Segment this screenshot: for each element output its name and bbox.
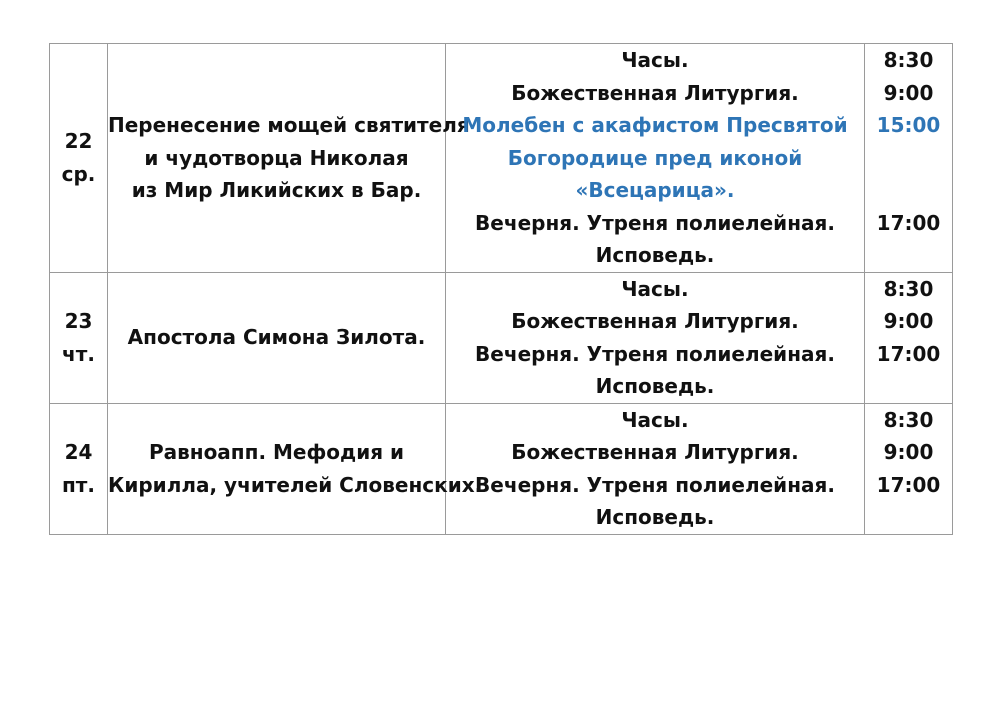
weekday-label: пт.	[61, 472, 95, 497]
times-cell	[865, 403, 953, 534]
day-number: 22	[64, 129, 93, 154]
schedule-row	[50, 403, 953, 534]
schedule-row	[50, 272, 953, 403]
service-line: Молебен с акафистом Пресвятой	[462, 113, 848, 137]
service-time: 8:30	[883, 276, 934, 301]
service-line: Исповедь.	[595, 243, 715, 267]
service-line: Исповедь.	[595, 374, 715, 398]
feast-cell	[108, 403, 483, 534]
feast-title-line: и чудотворца Николая	[144, 145, 409, 170]
services-cell	[446, 44, 865, 273]
service-time: 9:00	[883, 309, 934, 333]
service-time: 17:00	[876, 472, 941, 497]
service-time: 8:30	[883, 407, 934, 432]
day-number: 23	[64, 309, 93, 333]
feast-title-line: Перенесение мощей святителя	[108, 113, 470, 137]
service-line: Часы.	[621, 48, 689, 72]
feast-cell	[108, 44, 470, 273]
service-line: Богородице пред иконой	[507, 145, 803, 170]
service-line: Исповедь.	[595, 505, 715, 529]
service-time: 17:00	[876, 341, 941, 366]
times-cell	[865, 272, 953, 403]
service-line: Божественная Литургия.	[511, 440, 799, 464]
date-cell	[50, 272, 108, 403]
service-time: 17:00	[876, 210, 941, 235]
feast-title-line: Апостола Симона Зилота.	[127, 325, 426, 350]
time-spacer	[865, 142, 952, 175]
service-line: Часы.	[621, 276, 689, 301]
service-line: «Всецарица».	[575, 178, 735, 202]
date-cell	[50, 403, 108, 534]
service-line: Вечерня. Утреня полиелейная.	[475, 472, 835, 497]
services-cell	[446, 272, 865, 403]
service-line: Божественная Литургия.	[511, 80, 799, 105]
schedule-body	[50, 44, 953, 535]
service-time: 8:30	[883, 48, 934, 72]
weekday-label: чт.	[62, 341, 95, 366]
service-time: 15:00	[876, 113, 941, 137]
time-spacer	[865, 174, 952, 207]
service-line: Божественная Литургия.	[511, 309, 799, 333]
schedule-table	[49, 43, 953, 535]
schedule-row	[50, 44, 953, 273]
day-number: 24	[64, 440, 93, 464]
service-time: 9:00	[883, 80, 934, 105]
feast-cell	[108, 272, 446, 403]
service-line: Вечерня. Утреня полиелейная.	[475, 341, 835, 366]
feast-title-line: Кирилла, учителей Словенских.	[108, 472, 483, 497]
service-line: Вечерня. Утреня полиелейная.	[475, 210, 835, 235]
date-cell	[50, 44, 108, 273]
weekday-label: ср.	[61, 161, 96, 186]
service-line: Часы.	[621, 407, 689, 432]
feast-title-line: Равноапп. Мефодия и	[148, 440, 405, 464]
service-time: 9:00	[883, 440, 934, 464]
feast-title-line: из Мир Ликийских в Бар.	[131, 178, 422, 202]
times-cell	[865, 44, 953, 273]
services-cell	[446, 403, 865, 534]
